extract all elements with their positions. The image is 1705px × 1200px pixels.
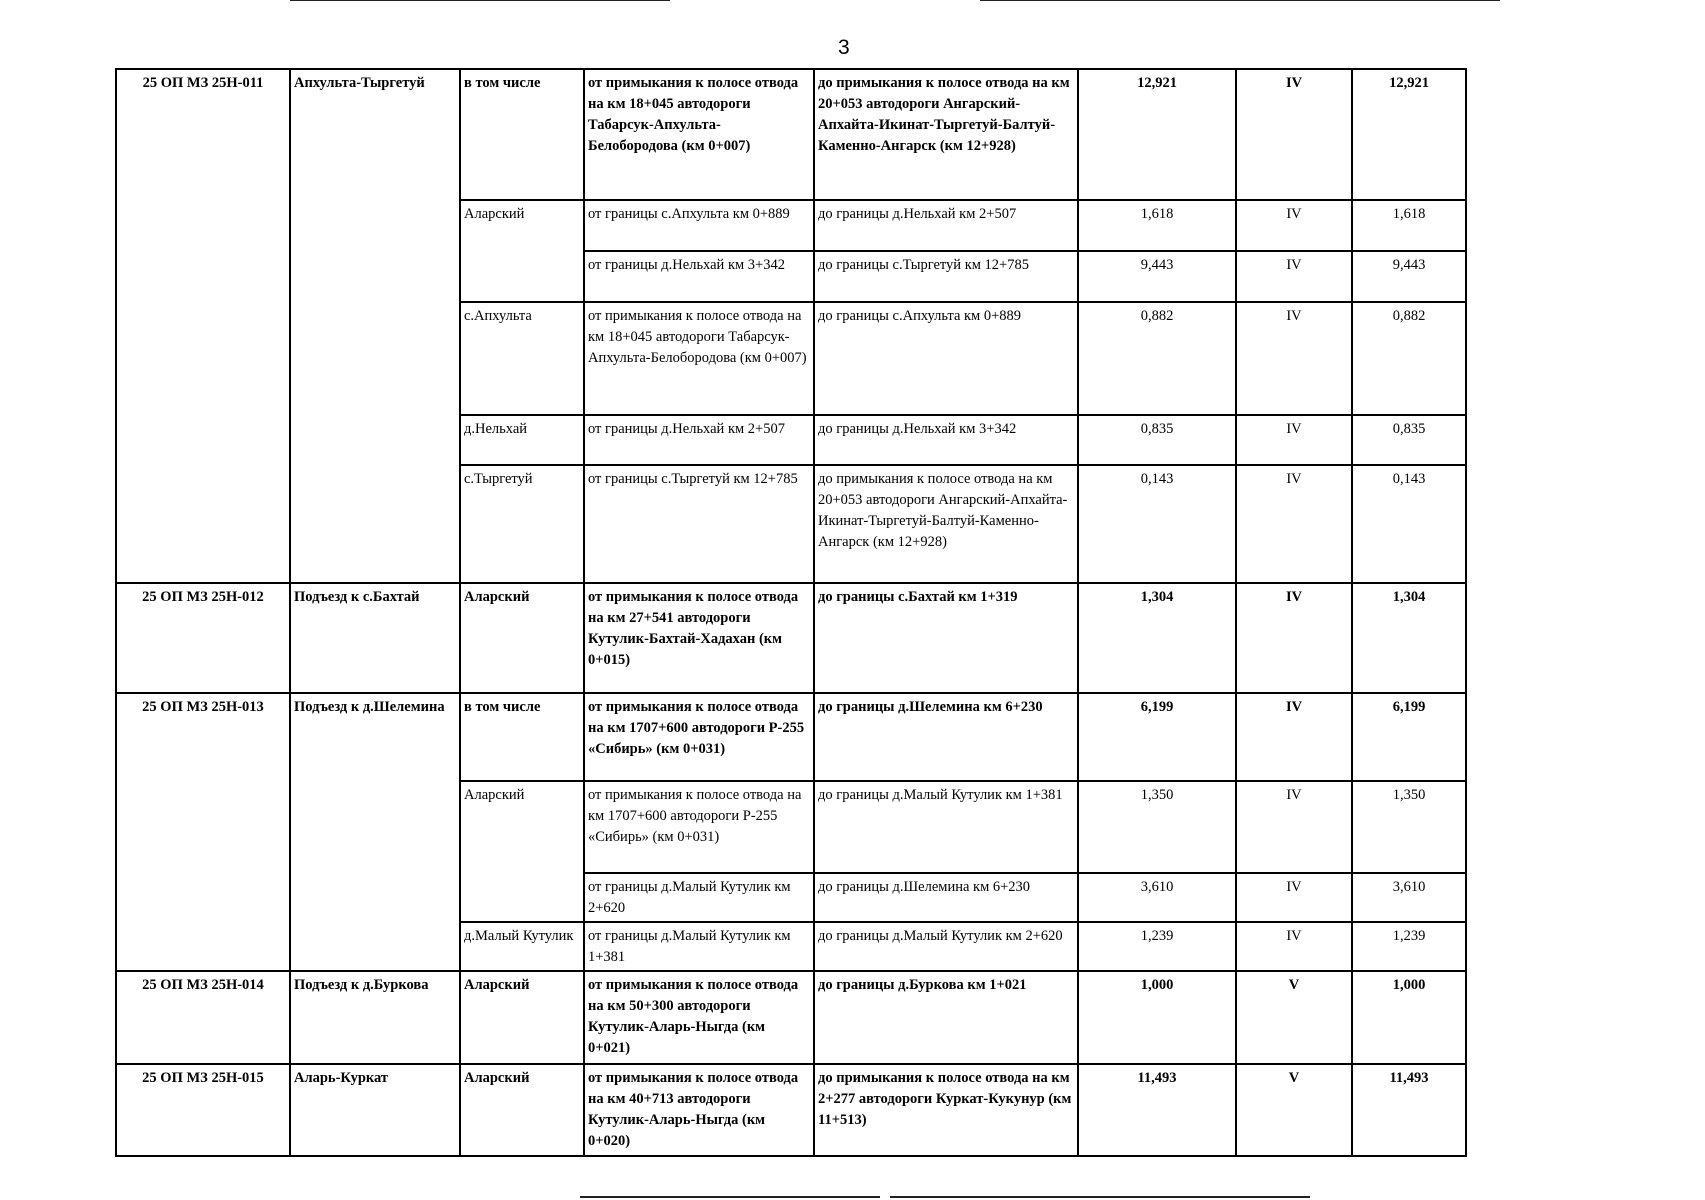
total-value: 9,443 xyxy=(1352,251,1466,302)
total-value: 11,493 xyxy=(1352,1064,1466,1156)
section-end: до границы с.Бахтай км 1+319 xyxy=(814,583,1078,693)
length-value: 11,493 xyxy=(1078,1064,1236,1156)
scan-line-bottom xyxy=(580,1196,880,1198)
category-value: IV xyxy=(1236,873,1352,922)
section-end: до границы д.Шелемина км 6+230 xyxy=(814,693,1078,781)
length-value: 6,199 xyxy=(1078,693,1236,781)
district-cell: с.Апхульта xyxy=(460,302,584,415)
section-start: от границы д.Малый Кутулик км 1+381 xyxy=(584,922,814,971)
length-value: 0,143 xyxy=(1078,465,1236,583)
category-value: IV xyxy=(1236,69,1352,200)
section-end: до примыкания к полосе отвода на км 20+053 автодороги Ангарский-Апхайта-Икинат-Тыргетуй-Балтуй-Каменно-Ангарск (км 12+928) xyxy=(814,465,1078,583)
category-value: IV xyxy=(1236,465,1352,583)
section-end: до границы д.Нельхай км 3+342 xyxy=(814,415,1078,465)
section-start: от примыкания к полосе отвода на км 40+713 автодороги Кутулик-Аларь-Ныгда (км 0+020) xyxy=(584,1064,814,1156)
section-end: до границы с.Апхульта км 0+889 xyxy=(814,302,1078,415)
road-code: 25 ОП МЗ 25Н-011 xyxy=(116,69,290,583)
section-start: от примыкания к полосе отвода на км 27+541 автодороги Кутулик-Бахтай-Хадахан (км 0+015) xyxy=(584,583,814,693)
category-value: IV xyxy=(1236,415,1352,465)
district-cell: с.Тыргетуй xyxy=(460,465,584,583)
length-value: 3,610 xyxy=(1078,873,1236,922)
total-value: 12,921 xyxy=(1352,69,1466,200)
length-value: 12,921 xyxy=(1078,69,1236,200)
length-value: 1,618 xyxy=(1078,200,1236,251)
category-value: IV xyxy=(1236,781,1352,873)
total-value: 1,618 xyxy=(1352,200,1466,251)
table-row xyxy=(116,583,1466,693)
category-value: IV xyxy=(1236,251,1352,302)
section-end: до границы д.Малый Кутулик км 2+620 xyxy=(814,922,1078,971)
page-number: 3 xyxy=(838,36,850,59)
district-cell: в том числе xyxy=(460,69,584,200)
section-start: от примыкания к полосе отвода на км 18+045 автодороги Табарсук-Апхульта-Белобородова (км 0+007) xyxy=(584,69,814,200)
district-cell: в том числе xyxy=(460,693,584,781)
district-cell: Аларский xyxy=(460,1064,584,1156)
section-start: от примыкания к полосе отвода на км 1707+600 автодороги Р-255 «Сибирь» (км 0+031) xyxy=(584,781,814,873)
district-cell: Аларский xyxy=(460,200,584,302)
section-end: до границы д.Малый Кутулик км 1+381 xyxy=(814,781,1078,873)
section-start: от примыкания к полосе отвода на км 18+045 автодороги Табарсук-Апхульта-Белобородова (км 0+007) xyxy=(584,302,814,415)
table-row xyxy=(116,971,1466,1064)
category-value: IV xyxy=(1236,583,1352,693)
length-value: 1,304 xyxy=(1078,583,1236,693)
road-name: Подъезд к д.Буркова xyxy=(290,971,460,1064)
section-start: от примыкания к полосе отвода на км 1707+600 автодороги Р-255 «Сибирь» (км 0+031) xyxy=(584,693,814,781)
section-end: до границы д.Шелемина км 6+230 xyxy=(814,873,1078,922)
road-name: Апхульта-Тыргетуй xyxy=(290,69,460,583)
road-register-table xyxy=(115,68,1467,1157)
total-value: 1,350 xyxy=(1352,781,1466,873)
road-code: 25 ОП МЗ 25Н-015 xyxy=(116,1064,290,1156)
total-value: 6,199 xyxy=(1352,693,1466,781)
length-value: 0,835 xyxy=(1078,415,1236,465)
total-value: 1,304 xyxy=(1352,583,1466,693)
section-end: до примыкания к полосе отвода на км 2+277 автодороги Куркат-Кукунур (км 11+513) xyxy=(814,1064,1078,1156)
total-value: 1,000 xyxy=(1352,971,1466,1064)
road-name: Аларь-Куркат xyxy=(290,1064,460,1156)
district-cell: д.Малый Кутулик xyxy=(460,922,584,971)
section-start: от границы с.Тыргетуй км 12+785 xyxy=(584,465,814,583)
section-end: до примыкания к полосе отвода на км 20+053 автодороги Ангарский-Апхайта-Икинат-Тыргетуй-Балтуй-Каменно-Ангарск (км 12+928) xyxy=(814,69,1078,200)
section-start: от границы с.Апхульта км 0+889 xyxy=(584,200,814,251)
scan-line-top xyxy=(290,0,670,1)
total-value: 0,882 xyxy=(1352,302,1466,415)
length-value: 1,239 xyxy=(1078,922,1236,971)
category-value: IV xyxy=(1236,693,1352,781)
section-end: до границы д.Буркова км 1+021 xyxy=(814,971,1078,1064)
total-value: 0,835 xyxy=(1352,415,1466,465)
section-end: до границы с.Тыргетуй км 12+785 xyxy=(814,251,1078,302)
section-start: от границы д.Малый Кутулик км 2+620 xyxy=(584,873,814,922)
section-start: от границы д.Нельхай км 3+342 xyxy=(584,251,814,302)
road-name: Подъезд к с.Бахтай xyxy=(290,583,460,693)
road-code: 25 ОП МЗ 25Н-014 xyxy=(116,971,290,1064)
table-row xyxy=(116,69,1466,200)
section-start: от границы д.Нельхай км 2+507 xyxy=(584,415,814,465)
road-code: 25 ОП МЗ 25Н-012 xyxy=(116,583,290,693)
total-value: 3,610 xyxy=(1352,873,1466,922)
total-value: 0,143 xyxy=(1352,465,1466,583)
length-value: 1,000 xyxy=(1078,971,1236,1064)
length-value: 9,443 xyxy=(1078,251,1236,302)
section-end: до границы д.Нельхай км 2+507 xyxy=(814,200,1078,251)
table-row xyxy=(116,693,1466,781)
road-code: 25 ОП МЗ 25Н-013 xyxy=(116,693,290,971)
table-row xyxy=(116,1064,1466,1156)
road-name: Подъезд к д.Шелемина xyxy=(290,693,460,971)
district-cell: д.Нельхай xyxy=(460,415,584,465)
length-value: 0,882 xyxy=(1078,302,1236,415)
section-start: от примыкания к полосе отвода на км 50+300 автодороги Кутулик-Аларь-Ныгда (км 0+021) xyxy=(584,971,814,1064)
total-value: 1,239 xyxy=(1352,922,1466,971)
length-value: 1,350 xyxy=(1078,781,1236,873)
district-cell: Аларский xyxy=(460,583,584,693)
category-value: IV xyxy=(1236,200,1352,251)
district-cell: Аларский xyxy=(460,971,584,1064)
scan-line-top xyxy=(980,0,1500,1)
category-value: V xyxy=(1236,1064,1352,1156)
category-value: IV xyxy=(1236,302,1352,415)
scan-line-bottom xyxy=(890,1196,1310,1198)
category-value: IV xyxy=(1236,922,1352,971)
category-value: V xyxy=(1236,971,1352,1064)
district-cell: Аларский xyxy=(460,781,584,922)
